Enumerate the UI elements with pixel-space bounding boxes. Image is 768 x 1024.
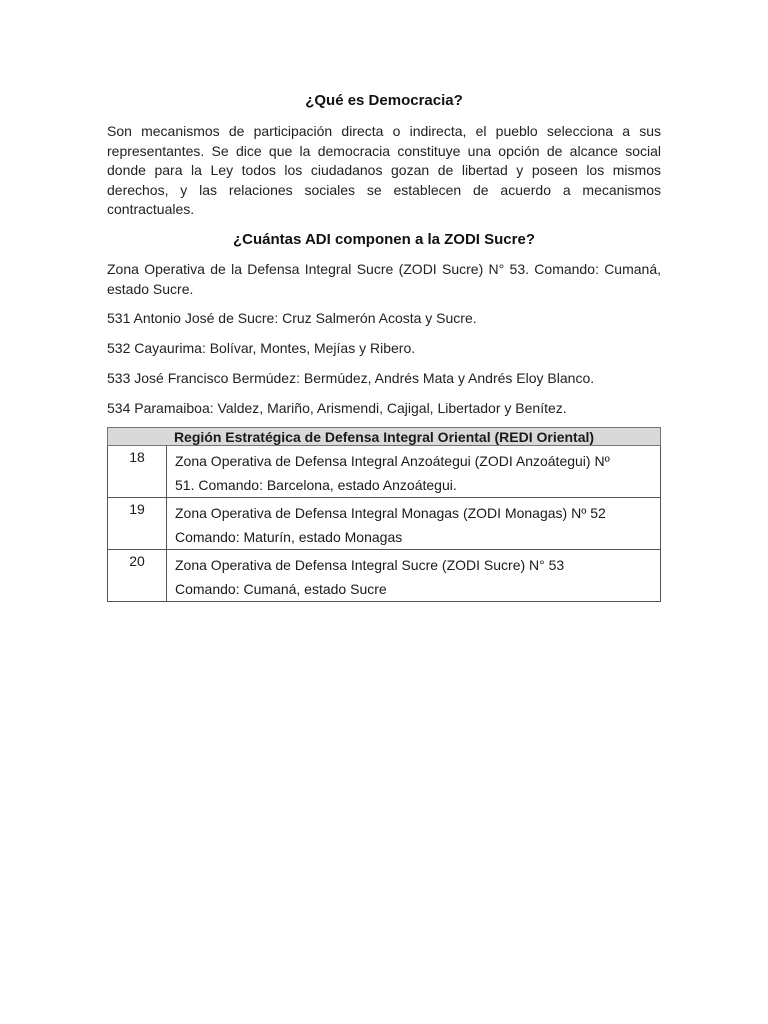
row-description [167,550,661,602]
table-header: Región Estratégica de Defensa Integral Oriental (REDI Oriental) [108,428,661,446]
row-description-line: Comando: Maturín, estado Monagas [175,529,403,545]
paragraph-democracia: Son mecanismos de participación directa o indirecta, el pueblo selecciona a sus representantes. Se dice que la democracia constituye una opción de alcance social donde para la Ley todos los ciudadanos gozan de libertad y poseen los mismos derechos, y las relaciones sociales se establecen de acuerdo a mecanismos contractuales. [107,123,661,217]
heading-cuantas-adi: ¿Cuántas ADI componen a la ZODI Sucre? [233,231,535,248]
row-description-line: 51. Comando: Barcelona, estado Anzoátegui. [175,477,457,493]
table-header-row [108,428,661,446]
adi-item: 532 Cayaurima: Bolívar, Montes, Mejías y Ribero. [107,340,416,356]
row-description-line: Zona Operativa de Defensa Integral Monagas (ZODI Monagas) Nº 52 [175,505,606,521]
table-row [108,550,661,602]
table-row [108,446,661,498]
table-row [108,498,661,550]
row-number: 20 [108,550,167,602]
adi-item: 533 José Francisco Bermúdez: Bermúdez, Andrés Mata y Andrés Eloy Blanco. [107,370,595,386]
adi-item: 531 Antonio José de Sucre: Cruz Salmerón Acosta y Sucre. [107,310,477,326]
row-description [167,446,661,498]
heading-que-es-democracia: ¿Qué es Democracia? [305,92,463,109]
redi-oriental-table [107,427,661,602]
row-description-line: Zona Operativa de Defensa Integral Anzoátegui (ZODI Anzoátegui) Nº [175,453,610,469]
row-description-line: Zona Operativa de Defensa Integral Sucre (ZODI Sucre) N° 53 [175,557,565,573]
adi-item: 534 Paramaiboa: Valdez, Mariño, Arismendi, Cajigal, Libertador y Benítez. [107,400,567,416]
row-description-line: Comando: Cumaná, estado Sucre [175,581,387,597]
row-number: 18 [108,446,167,498]
row-description [167,498,661,550]
paragraph-zodi-sucre: Zona Operativa de la Defensa Integral Sucre (ZODI Sucre) N° 53. Comando: Cumaná, estado Sucre. [107,261,661,297]
row-number: 19 [108,498,167,550]
